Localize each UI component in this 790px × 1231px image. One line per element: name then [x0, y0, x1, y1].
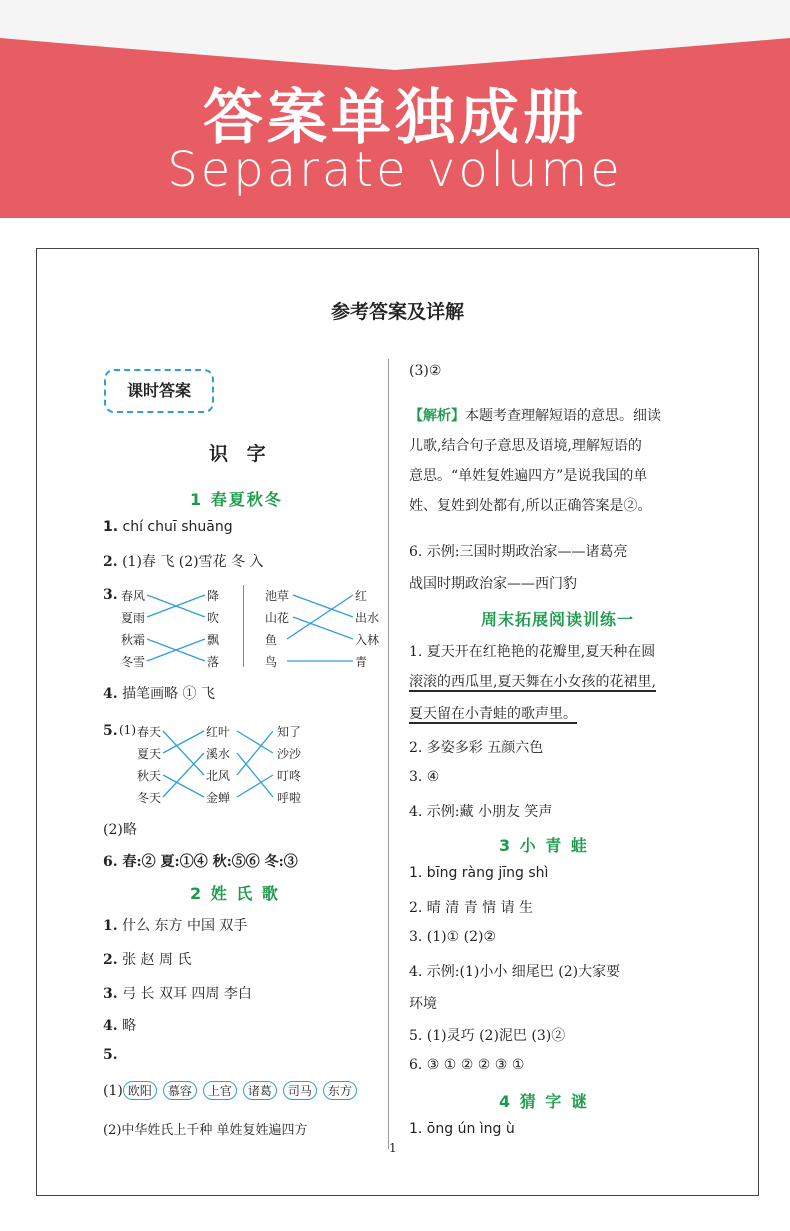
section-heading: 识 字 [209, 443, 272, 465]
l1-q2-text: (1)春 飞 (2)雪花 冬 入 [122, 554, 264, 570]
banner-title: 答案单独成册 [203, 83, 587, 153]
l2-q2: 2. 张 赵 周 氏 [103, 952, 192, 968]
lesson-answers-badge: 课时答案 [104, 369, 214, 413]
q3a-left-0: 春风 [121, 589, 146, 603]
q5-c2-3: 金蝉 [206, 791, 231, 805]
l2-q3: 3. 弓 长 双耳 四周 李白 [103, 986, 252, 1002]
w1-line-3-text: 夏天留在小青蛙的歌声里。 [409, 706, 577, 722]
r-q6-line-1: 6. 示例:三国时期政治家——诸葛亮 [409, 544, 628, 560]
l1-q3-num: 3. [103, 587, 118, 603]
w1-line-2-text: 滚滚的西瓜里,夏天舞在小女孩的花裙里, [409, 674, 656, 690]
f5: 5. (1)灵巧 (2)泥巴 (3)② [409, 1028, 566, 1044]
l2-q4-text: 略 [122, 1018, 137, 1034]
weekend-reading-title: 周末拓展阅读训练一 [481, 610, 635, 629]
l2-q4: 4. 略 [103, 1018, 137, 1034]
q5-c1-2: 秋天 [137, 769, 162, 783]
q3b-left-3: 鸟 [265, 655, 278, 669]
g1: 1. ōng ún ìng ù [409, 1121, 515, 1137]
l2-q5-1-prefix: (1) [103, 1083, 123, 1099]
f4-line-2: 环境 [409, 996, 437, 1012]
page-title: 参考答案及详解 [330, 301, 464, 323]
w4: 4. 示例:藏 小朋友 笑声 [409, 804, 553, 820]
l2-q5-2: (2)中华姓氏上千种 单姓复姓遍四方 [103, 1123, 308, 1138]
l1-q1-text: chí chuī shuāng [122, 519, 233, 535]
analysis-line-3: 意思。“单姓复姓遍四方”是说我国的单 [409, 468, 648, 484]
w3: 3. ④ [409, 769, 440, 785]
q5-c3-2: 叮咚 [277, 769, 302, 783]
l1-q1: 1. chí chuī shuāng [103, 519, 233, 535]
q3b-right-2: 入林 [355, 633, 380, 647]
surname-oval-3: 诸葛 [243, 1081, 277, 1100]
q5-c1-0: 春天 [137, 725, 162, 739]
l2-q3-text: 弓 长 双耳 四周 李白 [122, 986, 252, 1002]
page-number: 1 [389, 1141, 397, 1155]
l2-q1: 1. 什么 东方 中国 双手 [103, 918, 248, 934]
q3a-left-1: 夏雨 [121, 611, 146, 625]
l1-q4: 4. 描笔画略 ① 飞 [103, 686, 215, 702]
q3a-right-0: 降 [207, 589, 220, 603]
surname-oval-4: 司马 [283, 1081, 317, 1100]
q5-c2-2: 北风 [206, 769, 231, 783]
q3b-right-1: 出水 [355, 611, 380, 625]
l2-q2-text: 张 赵 周 氏 [122, 952, 192, 968]
q3b-left-2: 鱼 [265, 633, 278, 647]
l1-q5-num: 5. [103, 723, 118, 739]
w1-line-3 [409, 703, 577, 723]
surname-oval-1: 慕容 [163, 1081, 197, 1100]
q3b-right-0: 红 [355, 589, 368, 603]
q5-c3-1: 沙沙 [277, 747, 302, 761]
r-q6-line-2: 战国时期政治家——西门豹 [409, 576, 577, 592]
lesson-4-title: 4 猜 字 谜 [499, 1092, 589, 1111]
analysis-line-1 [409, 405, 661, 425]
f3: 3. (1)① (2)② [409, 929, 497, 945]
analysis-line-2: 儿歌,结合句子意思及语境,理解短语的 [409, 438, 642, 454]
l1-q5-sub: (1) [119, 723, 136, 737]
q5-c1-1: 夏天 [137, 747, 162, 761]
q5-c2-1: 溪水 [206, 747, 231, 761]
lesson-1-title: 1 春夏秋冬 [190, 490, 283, 509]
l1-q4-text: 描笔画略 ① 飞 [122, 686, 215, 702]
f1: 1. bīng ràng jīng shì [409, 865, 549, 881]
q5-c1-3: 冬天 [137, 791, 162, 805]
l2-q1-text: 什么 东方 中国 双手 [122, 918, 248, 934]
q3a-right-3: 落 [207, 655, 220, 669]
lesson-3-title: 3 小 青 蛙 [499, 836, 589, 855]
w1-line-2 [409, 671, 656, 691]
f4-line-1: 4. 示例:(1)小小 细尾巴 (2)大家要 [409, 964, 621, 980]
q5-c3-3: 呼啦 [277, 791, 302, 805]
q3b-left-0: 池草 [265, 589, 290, 603]
q3a-right-2: 飘 [207, 633, 220, 647]
surname-oval-0: 欧阳 [123, 1081, 157, 1100]
w2: 2. 多姿多彩 五颜六色 [409, 740, 544, 756]
banner [0, 0, 790, 218]
q3a-right-1: 吹 [207, 611, 220, 625]
w1-line-1: 1. 夏天开在红艳艳的花瓣里,夏天种在圆 [409, 644, 656, 660]
analysis-text-1: 本题考查理解短语的意思。细读 [465, 408, 661, 424]
l2-q5-1 [103, 1081, 363, 1100]
r-q3-answer: (3)② [409, 363, 442, 379]
banner-subtitle: Separate volume [167, 142, 623, 198]
q3a-left-3: 冬雪 [121, 655, 146, 669]
l1-q6: 6. 春:② 夏:①④ 秋:⑤⑥ 冬:③ [103, 854, 298, 870]
q3b-right-3: 青 [355, 655, 368, 669]
q5-c2-0: 红叶 [206, 725, 231, 739]
analysis-line-4: 姓、复姓到处都有,所以正确答案是②。 [409, 498, 652, 514]
lesson-2-title: 2 姓 氏 歌 [190, 884, 280, 903]
l1-q5-2: (2)略 [103, 822, 137, 838]
surname-oval-2: 上官 [203, 1081, 237, 1100]
q3a-left-2: 秋霜 [121, 633, 146, 647]
q3b-left-1: 山花 [265, 611, 290, 625]
matching-lines [37, 249, 758, 1195]
surname-oval-5: 东方 [323, 1081, 357, 1100]
l2-q5: 5. [103, 1047, 118, 1063]
analysis-label: 【解析】 [409, 408, 465, 424]
q5-c3-0: 知了 [277, 725, 302, 739]
l1-q6-text: 春:② 夏:①④ 秋:⑤⑥ 冬:③ [122, 854, 298, 870]
f2: 2. 晴 清 青 情 请 生 [409, 900, 534, 916]
l1-q2: 2. (1)春 飞 (2)雪花 冬 入 [103, 554, 264, 570]
answer-page [36, 248, 759, 1196]
f6: 6. ③ ① ② ② ③ ① [409, 1057, 525, 1073]
